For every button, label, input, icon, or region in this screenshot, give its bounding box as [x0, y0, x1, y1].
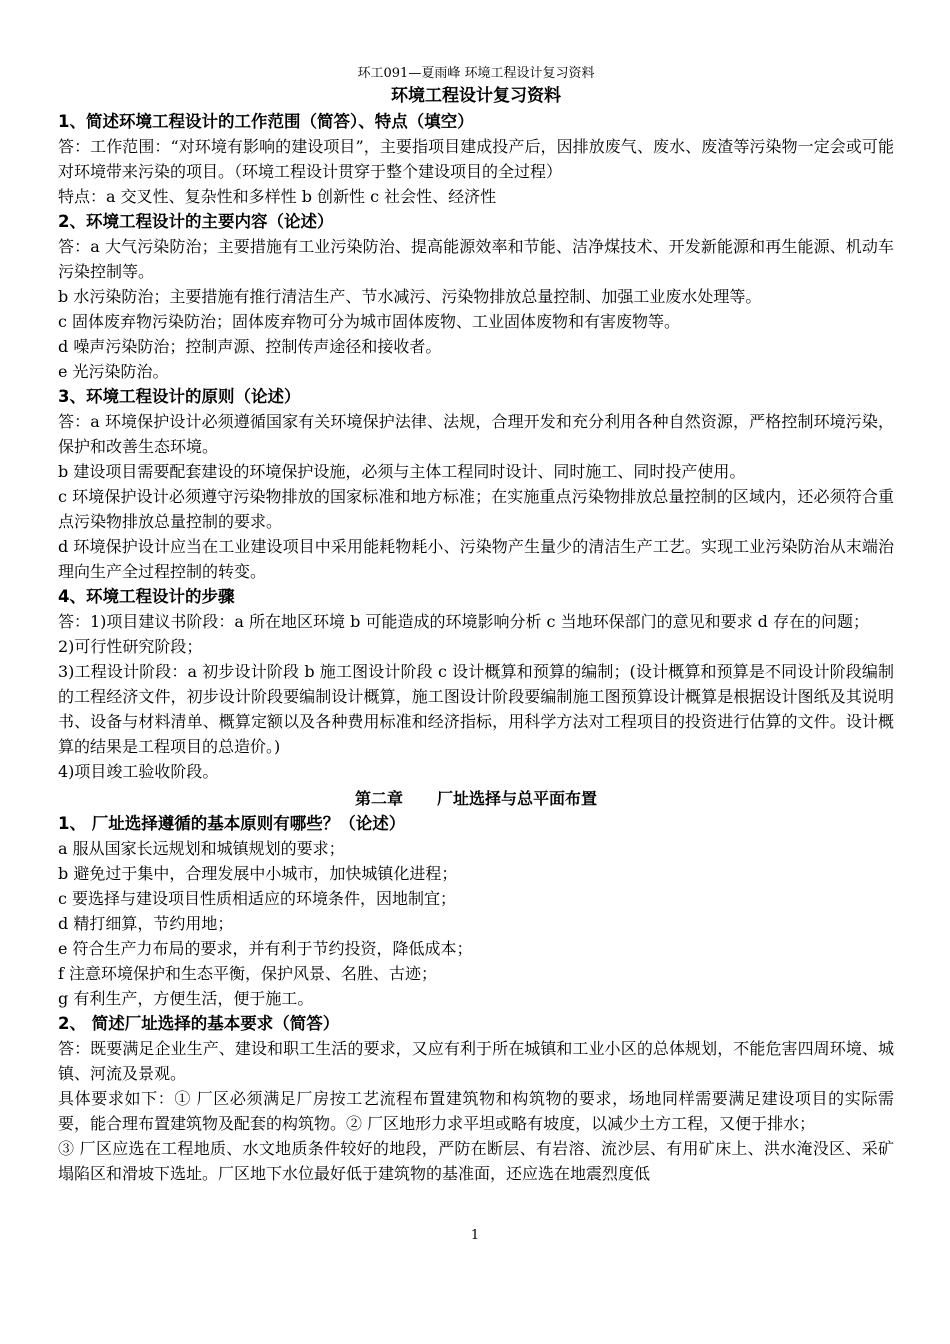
question-heading: 1、 厂址选择遵循的基本原则有哪些？（论述） — [58, 814, 406, 833]
answer-paragraph: c 固体废弃物污染防治；固体废弃物可分为城市固体废物、工业固体废物和有害废物等。 — [58, 312, 681, 331]
answer-paragraph: b 避免过于集中，合理发展中小城市，加快城镇化进程； — [58, 864, 458, 883]
question-block — [58, 209, 894, 384]
answer-paragraph: c 环境保护设计必须遵守污染物排放的国家标准和地方标准；在实施重点污染物排放总量控制的区域内，还必须符合重点污染物排放总量控制的要求。 — [58, 487, 894, 531]
question-heading: 3、环境工程设计的原则（论述） — [58, 387, 301, 406]
question-block — [58, 811, 894, 1011]
question-heading: 2、 简述厂址选择的基本要求（简答） — [58, 1014, 340, 1033]
answer-paragraph: ③ 厂区应选在工程地质、水文地质条件较好的地段，严防在断层、有岩溶、流沙层、有用矿床上、洪水淹没区、采矿塌陷区和滑坡下选址。厂区地下水位最好低于建筑物的基准面，还应选在地震烈度低 — [58, 1139, 894, 1183]
answer-paragraph: d 精打细算，节约用地； — [58, 914, 234, 933]
answer-paragraph: g 有利生产，方便生活，便于施工。 — [58, 989, 314, 1008]
answer-paragraph: 特点：a 交叉性、复杂性和多样性 b 创新性 c 社会性、经济性 — [58, 187, 497, 206]
chapter-title: 厂址选择与总平面布置 — [437, 789, 598, 808]
question-block — [58, 1011, 894, 1186]
answer-paragraph: f 注意环境保护和生态平衡，保护风景、名胜、古迹； — [58, 964, 438, 983]
answer-paragraph: e 符合生产力布局的要求，并有利于节约投资，降低成本； — [58, 939, 473, 958]
answer-paragraph: b 水污染防治；主要措施有推行清洁生产、节水减污、污染物排放总量控制、加强工业废水处理等。 — [58, 287, 762, 306]
answer-paragraph: 4)项目竣工验收阶段。 — [58, 762, 219, 781]
page-number: 1 — [470, 1228, 480, 1243]
answer-paragraph: 答：a 环境保护设计必须遵循国家有关环境保护法律、法规，合理开发和充分利用各种自然资源，严格控制环境污染，保护和改善生态环境。 — [58, 412, 894, 456]
running-header: 环工091—夏雨峰 环境工程设计复习资料 — [357, 66, 595, 81]
question-block — [58, 384, 894, 584]
answer-paragraph: a 服从国家长远规划和城镇规划的要求； — [58, 839, 345, 858]
question-heading: 1、简述环境工程设计的工作范围（简答）、特点（填空） — [58, 112, 474, 131]
answer-paragraph: d 噪声污染防治；控制声源、控制传声途径和接收者。 — [58, 337, 442, 356]
answer-paragraph: e 光污染防治。 — [58, 362, 169, 381]
document-page — [58, 64, 894, 1186]
answer-paragraph: 答：工作范围：“对环境有影响的建设项目”，主要指项目建成投产后，因排放废气、废水、废渣等污染物一定会或可能对环境带来污染的项目。（环境工程设计贯穿于整个建设项目的全过程） — [58, 137, 894, 181]
answer-paragraph: 2)可行性研究阶段； — [58, 637, 203, 656]
answer-paragraph: d 环境保护设计应当在工业建设项目中采用能耗物耗小、污染物产生量少的清洁生产工艺。实现工业污染防治从末端治理向生产全过程控制的转变。 — [58, 537, 894, 581]
answer-paragraph: 具体要求如下：① 厂区必须满足厂房按工艺流程布置建筑物和构筑物的要求，场地同样需要满足建设项目的实际需要，能合理布置建筑物及配套的构筑物。② 厂区地形力求平坦或略有坡度，以减少土方工程，又便于排水； — [58, 1089, 894, 1133]
question-heading: 2、环境工程设计的主要内容（论述） — [58, 212, 334, 231]
answer-paragraph: b 建设项目需要配套建设的环境保护设施，必须与主体工程同时设计、同时施工、同时投产使用。 — [58, 462, 746, 481]
chapter-heading — [58, 786, 894, 811]
question-heading: 4、环境工程设计的步骤 — [58, 587, 235, 606]
question-block — [58, 109, 894, 209]
answer-paragraph: 3)工程设计阶段：a 初步设计阶段 b 施工图设计阶段 c 设计概算和预算的编制；(设计概算和预算是不同设计阶段编制的工程经济文件，初步设计阶段要编制设计概算，施工图设计阶段要编制施工图预算设计概算是根据设计图纸及其说明书、设备与材料清单、概算定额以及各种费用标准和经济指标，用科学方法对工程项目的投资进行估算的文件。设计概算的结果是工程项目的总造价。) — [58, 662, 894, 756]
answer-paragraph: 答：1)项目建议书阶段：a 所在地区环境 b 可能造成的环境影响分析 c 当地环保部门的意见和要求 d 存在的问题； — [58, 612, 870, 631]
answer-paragraph: 答：既要满足企业生产、建设和职工生活的要求，又应有利于所在城镇和工业小区的总体规划，不能危害四周环境、城镇、河流及景观。 — [58, 1039, 894, 1083]
answer-paragraph: c 要选择与建设项目性质相适应的环境条件，因地制宜； — [58, 889, 457, 908]
answer-paragraph: 答：a 大气污染防治；主要措施有工业污染防治、提高能源效率和节能、洁净煤技术、开发新能源和再生能源、机动车污染控制等。 — [58, 237, 894, 281]
chapter-number: 第二章 — [354, 789, 403, 808]
document-title: 环境工程设计复习资料 — [391, 86, 561, 106]
question-block — [58, 584, 894, 784]
